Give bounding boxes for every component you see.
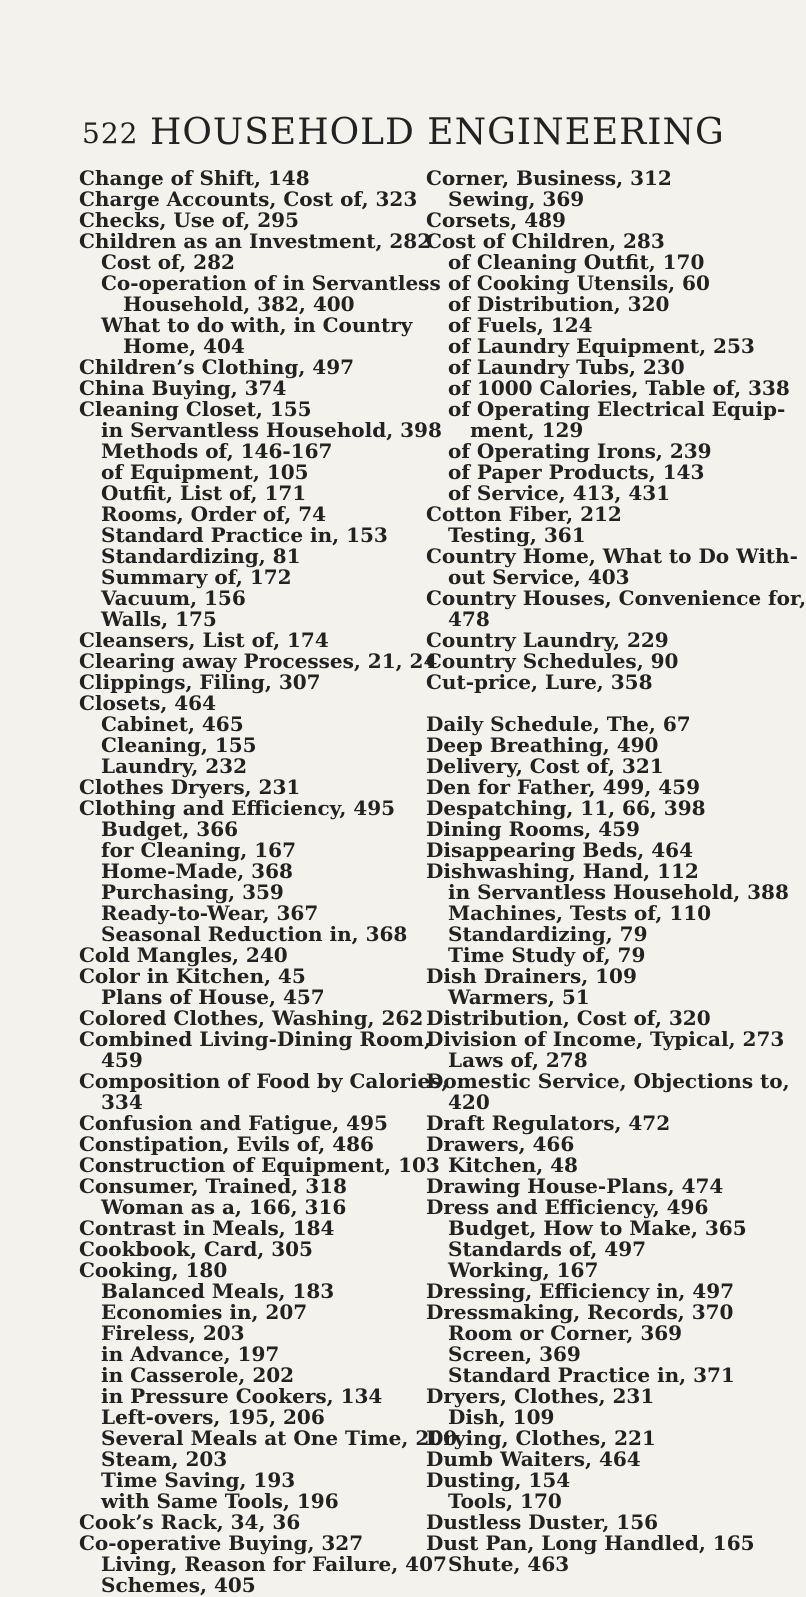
index-entry: Children’s Clothing, 497 xyxy=(79,355,355,379)
index-subentry: Home-Made, 368 xyxy=(101,859,293,883)
index-subentry: Cost of, 282 xyxy=(101,250,235,274)
index-subentry: Balanced Meals, 183 xyxy=(101,1279,335,1303)
index-subentry: Tools, 170 xyxy=(448,1489,562,1513)
index-entry: Contrast in Meals, 184 xyxy=(79,1216,335,1240)
index-entry: Dressing, Efficiency in, 497 xyxy=(426,1279,735,1303)
index-entry: China Buying, 374 xyxy=(79,376,287,400)
index-subentry: of Fuels, 124 xyxy=(448,313,593,337)
index-subentry: Time Saving, 193 xyxy=(101,1468,296,1492)
index-subentry: of Distribution, 320 xyxy=(448,292,670,316)
index-subentry: Standard Practice in, 153 xyxy=(101,523,388,547)
index-subentry: in Casserole, 202 xyxy=(101,1363,295,1387)
index-subentry: Ready-to-Wear, 367 xyxy=(101,901,319,925)
index-entry: Clothes Dryers, 231 xyxy=(79,775,301,799)
index-entry: Dusting, 154 xyxy=(426,1468,571,1492)
index-entry: Composition of Food by Calories, xyxy=(79,1069,449,1093)
page-number: 522 xyxy=(82,117,139,150)
index-subentry: out Service, 403 xyxy=(448,565,630,589)
index-subentry: in Pressure Cookers, 134 xyxy=(101,1384,383,1408)
index-entry: Clippings, Filing, 307 xyxy=(79,670,321,694)
index-entry: Dustless Duster, 156 xyxy=(426,1510,659,1534)
index-subentry: What to do with, in Country xyxy=(101,313,413,337)
index-entry: Country Houses, Convenience for, xyxy=(426,586,806,610)
index-subentry: Shute, 463 xyxy=(448,1552,570,1576)
index-entry: Drying, Clothes, 221 xyxy=(426,1426,656,1450)
index-subentry: Standardizing, 81 xyxy=(101,544,301,568)
index-entry: Den for Father, 499, 459 xyxy=(426,775,701,799)
index-entry: Domestic Service, Objections to, xyxy=(426,1069,790,1093)
index-subentry: Cabinet, 465 xyxy=(101,712,244,736)
index-subentry: Vacuum, 156 xyxy=(101,586,246,610)
index-entry: Division of Income, Typical, 273 xyxy=(426,1027,785,1051)
index-subentry: Sewing, 369 xyxy=(448,187,585,211)
index-entry: Dishwashing, Hand, 112 xyxy=(426,859,699,883)
index-entry: Cook’s Rack, 34, 36 xyxy=(79,1510,301,1534)
index-subentry: of Cleaning Outfit, 170 xyxy=(448,250,705,274)
index-entry: Cotton Fiber, 212 xyxy=(426,502,622,526)
index-entry: Co-operative Buying, 327 xyxy=(79,1531,364,1555)
index-subentry: Testing, 361 xyxy=(448,523,586,547)
index-entry: Cookbook, Card, 305 xyxy=(79,1237,313,1261)
index-subentry: of Operating Irons, 239 xyxy=(448,439,712,463)
index-subentry: Household, 382, 400 xyxy=(123,292,355,316)
index-subentry: of Operating Electrical Equip- xyxy=(448,397,786,421)
index-gap xyxy=(426,693,771,714)
index-subentry: Walls, 175 xyxy=(101,607,217,631)
index-entry: Clearing away Processes, 21, 24 xyxy=(79,649,438,673)
index-subentry: 334 xyxy=(101,1090,143,1114)
running-head-title: HOUSEHOLD ENGINEERING xyxy=(150,112,725,153)
index-subentry: Rooms, Order of, 74 xyxy=(101,502,327,526)
index-subentry: Schemes, 405 xyxy=(101,1573,256,1597)
index-entry: Combined Living-Dining Room, xyxy=(79,1027,431,1051)
index-subentry: Dish, 109 xyxy=(448,1405,555,1429)
index-entry: Cleansers, List of, 174 xyxy=(79,628,329,652)
index-entry: Children as an Investment, 282 xyxy=(79,229,432,253)
index-subentry: in Servantless Household, 398 xyxy=(101,418,442,442)
index-subentry: Purchasing, 359 xyxy=(101,880,284,904)
index-entry: Deep Breathing, 490 xyxy=(426,733,659,757)
index-entry: Cleaning Closet, 155 xyxy=(79,397,312,421)
index-subentry: of Laundry Tubs, 230 xyxy=(448,355,685,379)
index-subentry: Room or Corner, 369 xyxy=(448,1321,683,1345)
index-subentry: Several Meals at One Time, 200 xyxy=(101,1426,458,1450)
index-subentry: of Laundry Equipment, 253 xyxy=(448,334,755,358)
index-subentry: Economies in, 207 xyxy=(101,1300,308,1324)
index-entry: Distribution, Cost of, 320 xyxy=(426,1006,711,1030)
index-subentry: Woman as a, 166, 316 xyxy=(101,1195,347,1219)
index-subentry: 420 xyxy=(448,1090,490,1114)
index-subentry: Home, 404 xyxy=(123,334,245,358)
index-entry: Cold Mangles, 240 xyxy=(79,943,288,967)
index-entry: Corsets, 489 xyxy=(426,208,566,232)
index-subentry: of Service, 413, 431 xyxy=(448,481,671,505)
index-subentry: with Same Tools, 196 xyxy=(101,1489,339,1513)
index-subentry: Steam, 203 xyxy=(101,1447,228,1471)
index-entry: Dress and Efficiency, 496 xyxy=(426,1195,709,1219)
index-subentry: Plans of House, 457 xyxy=(101,985,325,1009)
index-subentry: Standardizing, 79 xyxy=(448,922,648,946)
index-entry: Dish Drainers, 109 xyxy=(426,964,637,988)
index-subentry: Outfit, List of, 171 xyxy=(101,481,307,505)
index-subentry: Fireless, 203 xyxy=(101,1321,245,1345)
index-subentry: in Advance, 197 xyxy=(101,1342,280,1366)
index-entry: Charge Accounts, Cost of, 323 xyxy=(79,187,418,211)
index-subentry: Screen, 369 xyxy=(448,1342,581,1366)
index-subentry: Standard Practice in, 371 xyxy=(448,1363,735,1387)
index-subentry: Working, 167 xyxy=(448,1258,599,1282)
index-entry: Drawers, 466 xyxy=(426,1132,575,1156)
index-entry: Dryers, Clothes, 231 xyxy=(426,1384,655,1408)
index-entry: Dumb Waiters, 464 xyxy=(426,1447,641,1471)
index-subentry: Cleaning, 155 xyxy=(101,733,257,757)
index-entry: Delivery, Cost of, 321 xyxy=(426,754,664,778)
index-entry: Corner, Business, 312 xyxy=(426,166,672,190)
index-subentry: Laundry, 232 xyxy=(101,754,248,778)
index-entry: Despatching, 11, 66, 398 xyxy=(426,796,706,820)
index-subentry: Standards of, 497 xyxy=(448,1237,647,1261)
index-entry: Dining Rooms, 459 xyxy=(426,817,640,841)
index-subentry: Living, Reason for Failure, 407 xyxy=(101,1552,447,1576)
index-entry: Country Schedules, 90 xyxy=(426,649,679,673)
index-entry: Dressmaking, Records, 370 xyxy=(426,1300,734,1324)
index-subentry: 459 xyxy=(101,1048,143,1072)
index-subentry: Warmers, 51 xyxy=(448,985,590,1009)
index-entry: Cost of Children, 283 xyxy=(426,229,665,253)
page-header xyxy=(0,0,800,153)
index-entry: Country Laundry, 229 xyxy=(426,628,669,652)
index-entry: Consumer, Trained, 318 xyxy=(79,1174,347,1198)
index-entry: Color in Kitchen, 45 xyxy=(79,964,306,988)
index-subentry: of Paper Products, 143 xyxy=(448,460,705,484)
index-subentry: Summary of, 172 xyxy=(101,565,292,589)
index-entry: Construction of Equipment, 103 xyxy=(79,1153,440,1177)
index-subentry: for Cleaning, 167 xyxy=(101,838,296,862)
index-subentry: Machines, Tests of, 110 xyxy=(448,901,712,925)
index-subentry: Time Study of, 79 xyxy=(448,943,646,967)
index-subentry: Budget, How to Make, 365 xyxy=(448,1216,747,1240)
index-subentry: ment, 129 xyxy=(470,418,584,442)
index-subentry: of Cooking Utensils, 60 xyxy=(448,271,710,295)
index-subentry: Left-overs, 195, 206 xyxy=(101,1405,325,1429)
index-entry: Change of Shift, 148 xyxy=(79,166,310,190)
index-entry: Daily Schedule, The, 67 xyxy=(426,712,691,736)
index-subentry: Seasonal Reduction in, 368 xyxy=(101,922,408,946)
index-subentry: of Equipment, 105 xyxy=(101,460,309,484)
index-entry: Closets, 464 xyxy=(79,691,217,715)
index-entry: Confusion and Fatigue, 495 xyxy=(79,1111,388,1135)
index-entry: Cut-price, Lure, 358 xyxy=(426,670,653,694)
index-entry: Country Home, What to Do With- xyxy=(426,544,798,568)
index-subentry: in Servantless Household, 388 xyxy=(448,880,789,904)
index-entry: Draft Regulators, 472 xyxy=(426,1111,671,1135)
index-subentry: Co-operation of in Servantless xyxy=(101,271,441,295)
index-entry: Checks, Use of, 295 xyxy=(79,208,299,232)
index-subentry: Kitchen, 48 xyxy=(448,1153,578,1177)
index-column-right xyxy=(426,166,806,1576)
index-entry: Drawing House-Plans, 474 xyxy=(426,1174,724,1198)
index-entry: Clothing and Efficiency, 495 xyxy=(79,796,396,820)
index-subentry: of 1000 Calories, Table of, 338 xyxy=(448,376,790,400)
index-entry: Disappearing Beds, 464 xyxy=(426,838,693,862)
index-column-left xyxy=(79,166,458,1597)
index-entry: Colored Clothes, Washing, 262 xyxy=(79,1006,424,1030)
index-entry: Cooking, 180 xyxy=(79,1258,228,1282)
index-subentry: Laws of, 278 xyxy=(448,1048,588,1072)
index-subentry: 478 xyxy=(448,607,490,631)
index-entry: Dust Pan, Long Handled, 165 xyxy=(426,1531,755,1555)
index-subentry: Methods of, 146-167 xyxy=(101,439,333,463)
index-entry: Constipation, Evils of, 486 xyxy=(79,1132,374,1156)
index-subentry: Budget, 366 xyxy=(101,817,239,841)
